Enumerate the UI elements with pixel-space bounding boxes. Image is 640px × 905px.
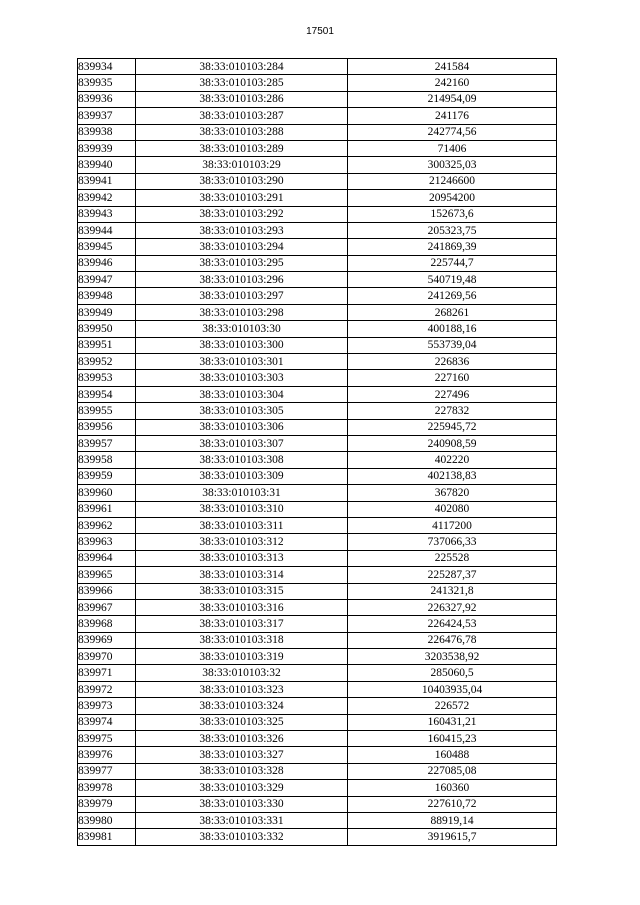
table-row bbox=[78, 649, 557, 665]
row-number-cell: 839960 bbox=[78, 485, 136, 501]
table-row bbox=[78, 435, 557, 451]
table-row bbox=[78, 206, 557, 222]
cadastral-number-cell: 38:33:010103:293 bbox=[136, 222, 348, 238]
table-row bbox=[78, 780, 557, 796]
row-number-cell: 839975 bbox=[78, 731, 136, 747]
table-row bbox=[78, 91, 557, 107]
table-row bbox=[78, 632, 557, 648]
row-number-cell: 839939 bbox=[78, 140, 136, 156]
cadastral-value-cell: 227832 bbox=[348, 403, 557, 419]
cadastral-value-cell: 240908,59 bbox=[348, 435, 557, 451]
table-row bbox=[78, 222, 557, 238]
cadastral-number-cell: 38:33:010103:284 bbox=[136, 59, 348, 75]
row-number-cell: 839969 bbox=[78, 632, 136, 648]
cadastral-number-cell: 38:33:010103:326 bbox=[136, 731, 348, 747]
cadastral-value-cell: 227610,72 bbox=[348, 796, 557, 812]
cadastral-value-cell: 227085,08 bbox=[348, 763, 557, 779]
row-number-cell: 839956 bbox=[78, 419, 136, 435]
cadastral-number-cell: 38:33:010103:319 bbox=[136, 649, 348, 665]
cadastral-value-cell: 160415,23 bbox=[348, 731, 557, 747]
table-row bbox=[78, 304, 557, 320]
table-row bbox=[78, 681, 557, 697]
cadastral-number-cell: 38:33:010103:315 bbox=[136, 583, 348, 599]
table-row bbox=[78, 763, 557, 779]
cadastral-value-cell: 225528 bbox=[348, 550, 557, 566]
row-number-cell: 839959 bbox=[78, 468, 136, 484]
cadastral-number-cell: 38:33:010103:324 bbox=[136, 698, 348, 714]
cadastral-value-cell: 402138,83 bbox=[348, 468, 557, 484]
row-number-cell: 839952 bbox=[78, 354, 136, 370]
cadastral-number-cell: 38:33:010103:317 bbox=[136, 616, 348, 632]
table-body bbox=[78, 59, 557, 846]
cadastral-value-cell: 4117200 bbox=[348, 517, 557, 533]
table-row bbox=[78, 812, 557, 828]
cadastral-number-cell: 38:33:010103:318 bbox=[136, 632, 348, 648]
table-row bbox=[78, 386, 557, 402]
table-row bbox=[78, 173, 557, 189]
cadastral-value-cell: 285060,5 bbox=[348, 665, 557, 681]
cadastral-number-cell: 38:33:010103:287 bbox=[136, 108, 348, 124]
cadastral-number-cell: 38:33:010103:297 bbox=[136, 288, 348, 304]
cadastral-number-cell: 38:33:010103:296 bbox=[136, 272, 348, 288]
row-number-cell: 839966 bbox=[78, 583, 136, 599]
cadastral-number-cell: 38:33:010103:298 bbox=[136, 304, 348, 320]
cadastral-value-cell: 241321,8 bbox=[348, 583, 557, 599]
table-row bbox=[78, 550, 557, 566]
page-number: 17501 bbox=[306, 26, 334, 37]
row-number-cell: 839934 bbox=[78, 59, 136, 75]
table-row bbox=[78, 829, 557, 845]
cadastral-number-cell: 38:33:010103:330 bbox=[136, 796, 348, 812]
table-row bbox=[78, 354, 557, 370]
row-number-cell: 839941 bbox=[78, 173, 136, 189]
table-row bbox=[78, 665, 557, 681]
cadastral-value-cell: 241869,39 bbox=[348, 239, 557, 255]
table-row bbox=[78, 747, 557, 763]
cadastral-value-cell: 3919615,7 bbox=[348, 829, 557, 845]
row-number-cell: 839964 bbox=[78, 550, 136, 566]
cadastral-value-cell: 300325,03 bbox=[348, 157, 557, 173]
cadastral-number-cell: 38:33:010103:325 bbox=[136, 714, 348, 730]
cadastral-number-cell: 38:33:010103:305 bbox=[136, 403, 348, 419]
cadastral-number-cell: 38:33:010103:294 bbox=[136, 239, 348, 255]
row-number-cell: 839945 bbox=[78, 239, 136, 255]
cadastral-number-cell: 38:33:010103:332 bbox=[136, 829, 348, 845]
cadastral-value-cell: 400188,16 bbox=[348, 321, 557, 337]
cadastral-number-cell: 38:33:010103:29 bbox=[136, 157, 348, 173]
row-number-cell: 839957 bbox=[78, 435, 136, 451]
table-row bbox=[78, 567, 557, 583]
table-row bbox=[78, 75, 557, 91]
table-row bbox=[78, 255, 557, 271]
cadastral-value-cell: 71406 bbox=[348, 140, 557, 156]
cadastral-value-cell: 21246600 bbox=[348, 173, 557, 189]
cadastral-number-cell: 38:33:010103:327 bbox=[136, 747, 348, 763]
row-number-cell: 839980 bbox=[78, 812, 136, 828]
cadastral-value-cell: 10403935,04 bbox=[348, 681, 557, 697]
row-number-cell: 839974 bbox=[78, 714, 136, 730]
cadastral-number-cell: 38:33:010103:31 bbox=[136, 485, 348, 501]
row-number-cell: 839955 bbox=[78, 403, 136, 419]
row-number-cell: 839948 bbox=[78, 288, 136, 304]
row-number-cell: 839978 bbox=[78, 780, 136, 796]
cadastral-value-cell: 226424,53 bbox=[348, 616, 557, 632]
cadastral-value-cell: 227496 bbox=[348, 386, 557, 402]
cadastral-value-cell: 160488 bbox=[348, 747, 557, 763]
row-number-cell: 839935 bbox=[78, 75, 136, 91]
cadastral-number-cell: 38:33:010103:329 bbox=[136, 780, 348, 796]
row-number-cell: 839963 bbox=[78, 534, 136, 550]
row-number-cell: 839961 bbox=[78, 501, 136, 517]
cadastral-number-cell: 38:33:010103:312 bbox=[136, 534, 348, 550]
cadastral-number-cell: 38:33:010103:313 bbox=[136, 550, 348, 566]
cadastral-number-cell: 38:33:010103:301 bbox=[136, 354, 348, 370]
row-number-cell: 839946 bbox=[78, 255, 136, 271]
cadastral-value-cell: 225945,72 bbox=[348, 419, 557, 435]
table-row bbox=[78, 599, 557, 615]
cadastral-number-cell: 38:33:010103:32 bbox=[136, 665, 348, 681]
row-number-cell: 839938 bbox=[78, 124, 136, 140]
cadastral-value-cell: 226836 bbox=[348, 354, 557, 370]
table-row bbox=[78, 452, 557, 468]
row-number-cell: 839949 bbox=[78, 304, 136, 320]
table-row bbox=[78, 370, 557, 386]
cadastral-number-cell: 38:33:010103:307 bbox=[136, 435, 348, 451]
cadastral-value-cell: 367820 bbox=[348, 485, 557, 501]
cadastral-value-cell: 402080 bbox=[348, 501, 557, 517]
row-number-cell: 839950 bbox=[78, 321, 136, 337]
table-row bbox=[78, 403, 557, 419]
cadastral-number-cell: 38:33:010103:316 bbox=[136, 599, 348, 615]
cadastral-value-cell: 214954,09 bbox=[348, 91, 557, 107]
row-number-cell: 839979 bbox=[78, 796, 136, 812]
row-number-cell: 839953 bbox=[78, 370, 136, 386]
cadastral-value-cell: 225287,37 bbox=[348, 567, 557, 583]
cadastral-value-cell: 225744,7 bbox=[348, 255, 557, 271]
cadastral-number-cell: 38:33:010103:292 bbox=[136, 206, 348, 222]
table-row bbox=[78, 616, 557, 632]
row-number-cell: 839958 bbox=[78, 452, 136, 468]
row-number-cell: 839965 bbox=[78, 567, 136, 583]
row-number-cell: 839972 bbox=[78, 681, 136, 697]
cadastral-value-cell: 242160 bbox=[348, 75, 557, 91]
cadastral-value-table bbox=[77, 58, 557, 846]
row-number-cell: 839944 bbox=[78, 222, 136, 238]
cadastral-number-cell: 38:33:010103:331 bbox=[136, 812, 348, 828]
cadastral-value-cell: 241176 bbox=[348, 108, 557, 124]
table-row bbox=[78, 190, 557, 206]
row-number-cell: 839973 bbox=[78, 698, 136, 714]
cadastral-value-cell: 227160 bbox=[348, 370, 557, 386]
cadastral-number-cell: 38:33:010103:323 bbox=[136, 681, 348, 697]
table-row bbox=[78, 714, 557, 730]
row-number-cell: 839967 bbox=[78, 599, 136, 615]
cadastral-number-cell: 38:33:010103:328 bbox=[136, 763, 348, 779]
cadastral-number-cell: 38:33:010103:309 bbox=[136, 468, 348, 484]
cadastral-value-cell: 737066,33 bbox=[348, 534, 557, 550]
table-row bbox=[78, 796, 557, 812]
cadastral-number-cell: 38:33:010103:289 bbox=[136, 140, 348, 156]
cadastral-value-cell: 241584 bbox=[348, 59, 557, 75]
row-number-cell: 839970 bbox=[78, 649, 136, 665]
table-row bbox=[78, 419, 557, 435]
table-row bbox=[78, 517, 557, 533]
row-number-cell: 839954 bbox=[78, 386, 136, 402]
row-number-cell: 839947 bbox=[78, 272, 136, 288]
cadastral-number-cell: 38:33:010103:290 bbox=[136, 173, 348, 189]
table-row bbox=[78, 108, 557, 124]
row-number-cell: 839977 bbox=[78, 763, 136, 779]
cadastral-number-cell: 38:33:010103:285 bbox=[136, 75, 348, 91]
cadastral-number-cell: 38:33:010103:291 bbox=[136, 190, 348, 206]
cadastral-value-cell: 402220 bbox=[348, 452, 557, 468]
table-row bbox=[78, 140, 557, 156]
table-row bbox=[78, 337, 557, 353]
cadastral-number-cell: 38:33:010103:306 bbox=[136, 419, 348, 435]
cadastral-number-cell: 38:33:010103:300 bbox=[136, 337, 348, 353]
cadastral-number-cell: 38:33:010103:308 bbox=[136, 452, 348, 468]
cadastral-value-cell: 226476,78 bbox=[348, 632, 557, 648]
table-row bbox=[78, 501, 557, 517]
cadastral-value-cell: 226327,92 bbox=[348, 599, 557, 615]
cadastral-value-cell: 226572 bbox=[348, 698, 557, 714]
cadastral-value-cell: 160431,21 bbox=[348, 714, 557, 730]
cadastral-value-cell: 205323,75 bbox=[348, 222, 557, 238]
cadastral-number-cell: 38:33:010103:314 bbox=[136, 567, 348, 583]
row-number-cell: 839951 bbox=[78, 337, 136, 353]
row-number-cell: 839942 bbox=[78, 190, 136, 206]
table-row bbox=[78, 272, 557, 288]
cadastral-value-cell: 241269,56 bbox=[348, 288, 557, 304]
table-row bbox=[78, 583, 557, 599]
table-row bbox=[78, 485, 557, 501]
cadastral-value-cell: 553739,04 bbox=[348, 337, 557, 353]
table-row bbox=[78, 321, 557, 337]
row-number-cell: 839971 bbox=[78, 665, 136, 681]
cadastral-number-cell: 38:33:010103:286 bbox=[136, 91, 348, 107]
table-row bbox=[78, 59, 557, 75]
row-number-cell: 839943 bbox=[78, 206, 136, 222]
row-number-cell: 839962 bbox=[78, 517, 136, 533]
row-number-cell: 839937 bbox=[78, 108, 136, 124]
table-row bbox=[78, 288, 557, 304]
table-row bbox=[78, 698, 557, 714]
table-row bbox=[78, 239, 557, 255]
cadastral-number-cell: 38:33:010103:310 bbox=[136, 501, 348, 517]
row-number-cell: 839968 bbox=[78, 616, 136, 632]
row-number-cell: 839981 bbox=[78, 829, 136, 845]
cadastral-value-cell: 242774,56 bbox=[348, 124, 557, 140]
cadastral-value-cell: 268261 bbox=[348, 304, 557, 320]
row-number-cell: 839976 bbox=[78, 747, 136, 763]
cadastral-value-cell: 540719,48 bbox=[348, 272, 557, 288]
table-row bbox=[78, 124, 557, 140]
row-number-cell: 839940 bbox=[78, 157, 136, 173]
cadastral-number-cell: 38:33:010103:288 bbox=[136, 124, 348, 140]
cadastral-value-cell: 152673,6 bbox=[348, 206, 557, 222]
cadastral-number-cell: 38:33:010103:30 bbox=[136, 321, 348, 337]
cadastral-value-cell: 3203538,92 bbox=[348, 649, 557, 665]
table-row bbox=[78, 534, 557, 550]
cadastral-value-cell: 88919,14 bbox=[348, 812, 557, 828]
cadastral-number-cell: 38:33:010103:295 bbox=[136, 255, 348, 271]
cadastral-number-cell: 38:33:010103:304 bbox=[136, 386, 348, 402]
cadastral-value-cell: 160360 bbox=[348, 780, 557, 796]
table-row bbox=[78, 468, 557, 484]
table-row bbox=[78, 157, 557, 173]
table-row bbox=[78, 731, 557, 747]
cadastral-number-cell: 38:33:010103:303 bbox=[136, 370, 348, 386]
cadastral-number-cell: 38:33:010103:311 bbox=[136, 517, 348, 533]
row-number-cell: 839936 bbox=[78, 91, 136, 107]
cadastral-value-cell: 20954200 bbox=[348, 190, 557, 206]
